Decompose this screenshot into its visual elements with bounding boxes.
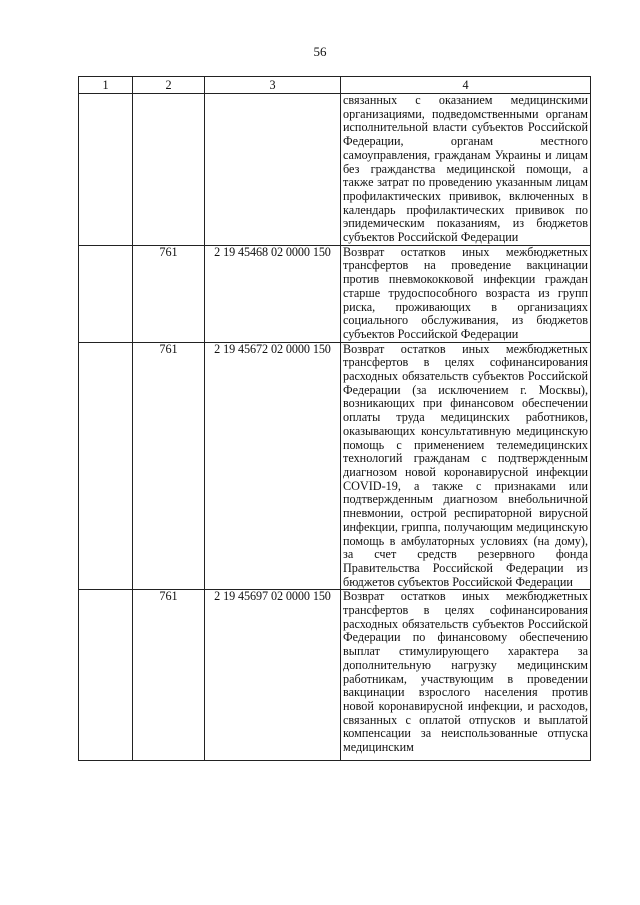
column-header-2: 2 xyxy=(133,77,205,94)
column-header-3: 3 xyxy=(205,77,341,94)
row-cell-admin-code: 761 xyxy=(133,245,205,342)
page-number: 56 xyxy=(313,44,327,59)
row-cell-admin-code: 761 xyxy=(133,342,205,590)
table-header-row xyxy=(79,77,591,94)
row-cell-income-code: 2 19 45672 02 0000 150 xyxy=(205,342,341,590)
row-cell-income-code: 2 19 45697 02 0000 150 xyxy=(205,590,341,761)
row-cell-description: Возврат остатков иных межбюджетных трансфертов на проведение вакцинации против пневмококковой инфекции граждан старше трудоспособного возраста из групп риска, проживающих в организациях социального обслуживания, из бюджетов субъектов Российской Федерации xyxy=(341,245,591,342)
row-cell-col1 xyxy=(79,245,133,342)
column-header-1: 1 xyxy=(79,77,133,94)
column-header-4: 4 xyxy=(341,77,591,94)
row-cell-income-code: 2 19 45468 02 0000 150 xyxy=(205,245,341,342)
row-cell-col1 xyxy=(79,342,133,590)
row-cell-col1 xyxy=(79,590,133,761)
row-cell-description: Возврат остатков иных межбюджетных трансфертов в целях софинансирования расходных обязательств субъектов Российской Федерации по финансовому обеспечению выплат стимулирующего характера за дополнительную нагрузку медицинским работникам, участвующим в проведении вакцинации взрослого населения против новой коронавирусной инфекции, и расходов, связанных с оплатой отпусков и выплатой компенсации за неиспользованные отпуска медицинским xyxy=(341,590,591,761)
table-row xyxy=(79,94,591,246)
row-cell-description: Возврат остатков иных межбюджетных трансфертов в целях софинансирования расходных обязательств субъектов Российской Федерации (за исключением г. Москвы), возникающих при финансовом обеспечении оплаты труда медицинских работников, оказывающих консультативную медицинскую помощь с применением телемедицинских технологий гражданам с подтвержденным диагнозом новой коронавирусной инфекции COVID-19, а также с признаками или подтвержденным диагнозом внебольничной пневмонии, острой респираторной вирусной инфекции, гриппа, получающим медицинскую помощь в амбулаторных условиях (на дому), за счет средств резервного фонда Правительства Российской Федерации из бюджетов субъектов Российской Федерации xyxy=(341,342,591,590)
row-cell-admin-code xyxy=(133,94,205,246)
row-cell-admin-code: 761 xyxy=(133,590,205,761)
table-row xyxy=(79,245,591,342)
table-row xyxy=(79,342,591,590)
table-row xyxy=(79,590,591,761)
row-cell-income-code xyxy=(205,94,341,246)
budget-classification-table xyxy=(78,76,591,761)
row-cell-col1 xyxy=(79,94,133,246)
row-cell-description: связанных с оказанием медицинскими организациями, подведомственными органам исполнительной власти субъектов Российской Федерации, органам местного самоуправления, гражданам Украины и лицам без гражданства медицинской помощи, а также затрат по проведению указанным лицам профилактических прививок, включенных в календарь профилактических прививок по эпидемическим показаниям, из бюджетов субъектов Российской Федерации xyxy=(341,94,591,246)
